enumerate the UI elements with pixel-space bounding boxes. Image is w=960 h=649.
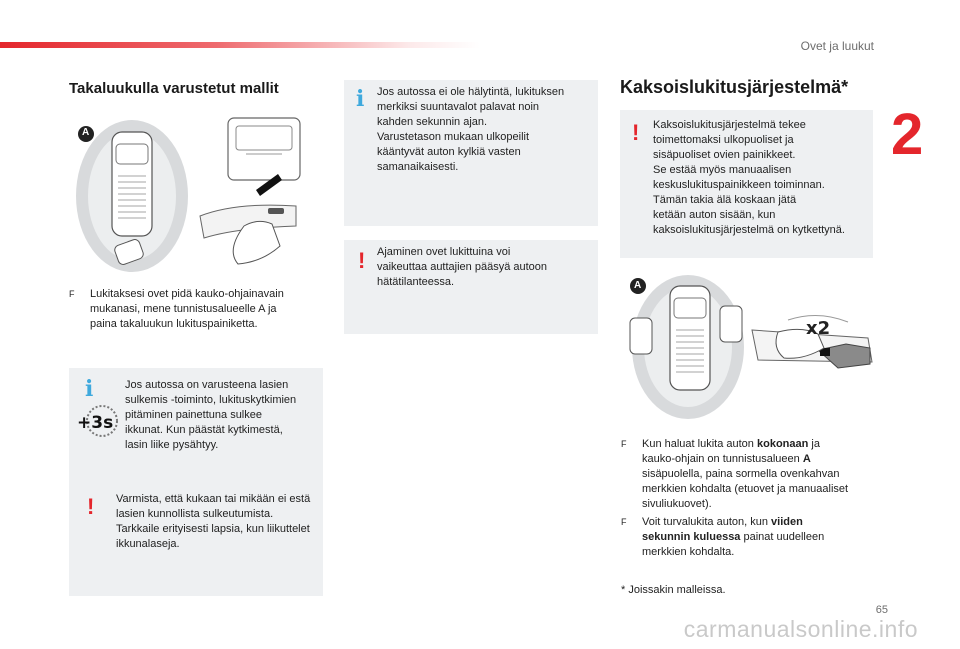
right-heading: Kaksoislukitusjärjestelmä* <box>620 77 849 97</box>
chapter-number: 2 <box>891 102 924 167</box>
right-bullet-full-lock <box>621 437 875 515</box>
figure-label-a-right: A <box>634 280 642 291</box>
middle-info-box <box>344 80 598 226</box>
car-detection-zone-figure <box>72 116 192 274</box>
left-bullet-text: Lukitaksesi ovet pidä kauko-ohjainavain mukanasi, mene tunnistusalueelle A ja paina takaluukun lukituspainiketta. <box>90 288 284 330</box>
left-heading: Takaluukulla varustetut mallit <box>69 80 279 97</box>
double-press-label: x2 <box>806 318 831 339</box>
left-info-text: Jos autossa on varusteena lasien sulkemis -toiminto, lukituskytkimien pitäminen painettuna sulkee ikkunat. Kun päästät kytkimestä, lasin liike pysähtyy. <box>125 379 297 451</box>
middle-info-text: Jos autossa ei ole hälytintä, lukituksen merkiksi suuntavalot palavat noin kahden sekunnin ajan. Varustetason mukaan ulkopeilit kääntyvät auton kylkiä vasten samanaikaisesti. <box>377 86 565 173</box>
right-bullet-secure-lock <box>621 515 875 563</box>
bullet-icon: F <box>621 517 627 527</box>
timer-3s-icon <box>76 404 120 438</box>
left-bullet-lock <box>69 287 319 335</box>
left-warning-text: Varmista, että kukaan tai mikään ei estä lasien kunnollista sulkeutumista. Tarkkaile erityisesti lapsia, kun liikuttelet ikkunalaseja. <box>116 493 311 550</box>
tailgate-button-figure <box>196 114 306 270</box>
right-bullet1-text: Kun haluat lukita auton kokonaan ja kauko-ohjain on tunnistusalueen A sisäpuolella, paina sormella ovenkahvan merkkien kohdalta (etuovet ja manuaaliset sivuliukuovet). <box>642 438 849 510</box>
footnote: * Joissakin malleissa. <box>621 584 726 596</box>
header-accent-bar <box>0 42 480 48</box>
warning-icon: ! <box>358 248 366 273</box>
car-double-lock-figure <box>626 272 748 422</box>
right-warning-box <box>620 110 873 258</box>
section-title: Ovet ja luukut <box>800 39 874 53</box>
bullet-icon: F <box>621 439 627 449</box>
middle-warning-text: Ajaminen ovet lukittuina voi vaikeuttaa auttajien pääsyä autoon hätätilanteessa. <box>377 246 548 288</box>
warning-icon: ! <box>87 494 95 519</box>
warning-icon: ! <box>632 120 640 145</box>
right-bullet2-text: Voit turvalukita auton, kun viiden sekunnin kuluessa painat uudelleen merkkien kohdalta. <box>642 516 825 558</box>
timer-3s-label: +3s <box>77 413 114 433</box>
right-warning-text: Kaksoislukitusjärjestelmä tekee toimettomaksi ulkopuoliset ja sisäpuoliset ovien painikkeet. Se estää myös manuaalisen keskuslukituspainikkeen toiminnan. Tämän takia älä koskaan jätä ketään auton sisään, kun kaksoislukitusjärjestelmä on kytkettynä. <box>653 119 845 236</box>
page-number: 65 <box>875 604 888 616</box>
watermark: carmanualsonline.info <box>683 616 918 642</box>
figure-label-a-left: A <box>82 127 90 138</box>
middle-warning-box <box>344 240 598 334</box>
left-warning-box <box>69 484 323 596</box>
door-handle-press-figure <box>748 308 878 374</box>
info-icon: i <box>85 376 94 402</box>
bullet-icon: F <box>69 289 75 299</box>
info-icon: i <box>356 86 365 112</box>
